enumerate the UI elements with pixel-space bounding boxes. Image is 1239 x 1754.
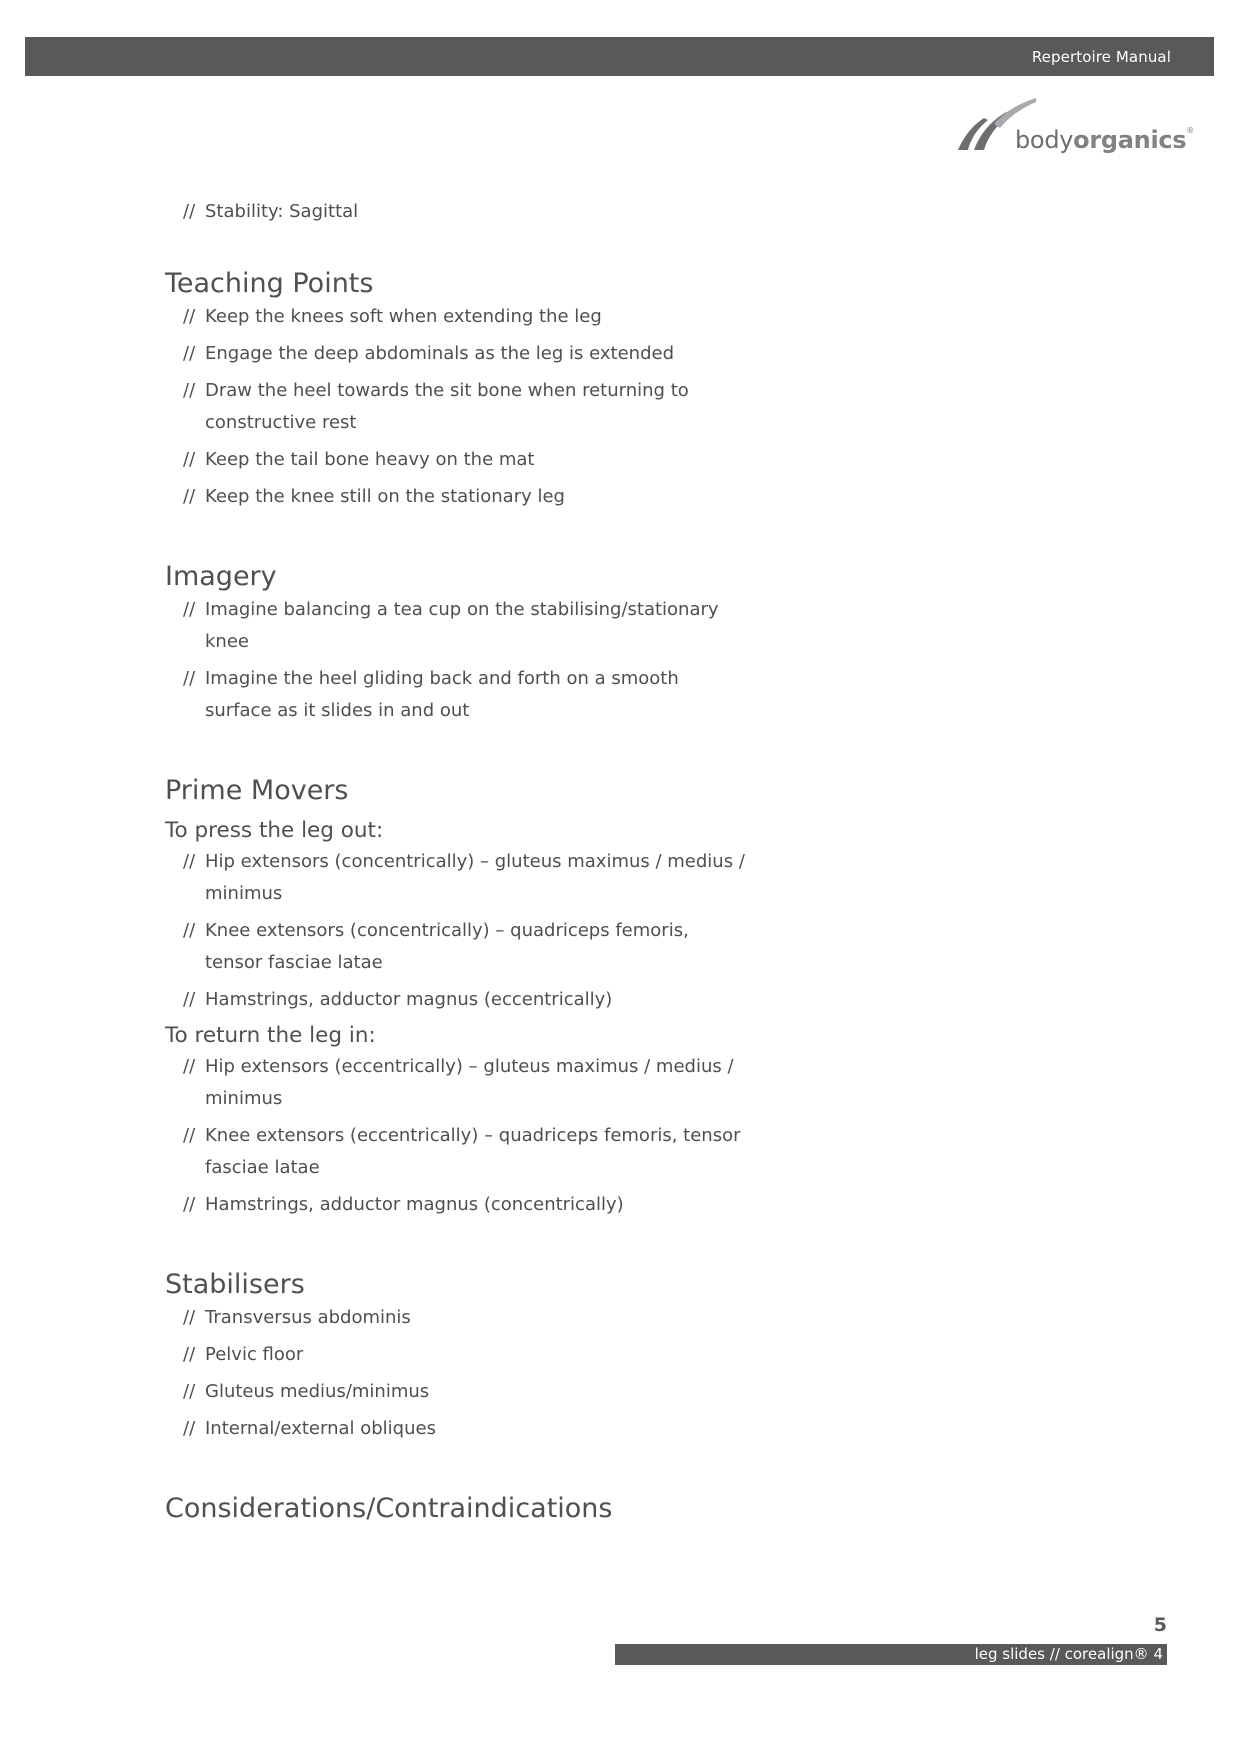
footer-text: leg slides // corealign® 4 xyxy=(974,1645,1163,1663)
list-item: // Stability: Sagittal xyxy=(165,196,745,228)
list-item: // Knee extensors (eccentrically) – quadriceps femoris, tensor fasciae latae xyxy=(165,1120,745,1184)
subsection-title: To press the leg out: xyxy=(165,818,384,843)
intro-list xyxy=(165,196,745,228)
section-title: Stabilisers xyxy=(165,1269,305,1300)
section-title: Imagery xyxy=(165,561,277,592)
header-title: Repertoire Manual xyxy=(1031,48,1171,66)
section-title: Prime Movers xyxy=(165,775,349,806)
list-item: // Engage the deep abdominals as the leg is extended xyxy=(165,338,745,370)
list-item: // Gluteus medius/minimus xyxy=(165,1376,745,1408)
list-item: // Internal/external obliques xyxy=(165,1413,745,1445)
body-organics-logo xyxy=(958,98,1194,158)
press-out-list xyxy=(165,846,745,1016)
page-number: 5 xyxy=(1153,1614,1167,1636)
main-content xyxy=(165,196,745,1526)
section-title: Considerations/Contraindications xyxy=(165,1493,613,1524)
list-item: // Pelvic floor xyxy=(165,1339,745,1371)
teaching-points-list xyxy=(165,301,745,513)
list-item: // Keep the knees soft when extending the leg xyxy=(165,301,745,333)
header-bar xyxy=(25,37,1214,76)
list-item: // Transversus abdominis xyxy=(165,1302,745,1334)
stabilisers-list xyxy=(165,1302,745,1445)
imagery-list xyxy=(165,594,745,727)
list-item: // Draw the heel towards the sit bone when returning to constructive rest xyxy=(165,375,745,439)
footer-bar xyxy=(615,1644,1167,1665)
section-prime-movers xyxy=(165,774,745,1221)
list-item: // Keep the tail bone heavy on the mat xyxy=(165,444,745,476)
list-item: // Imagine balancing a tea cup on the stabilising/stationary knee xyxy=(165,594,745,658)
subsection-title: To return the leg in: xyxy=(165,1023,376,1048)
list-item: // Knee extensors (concentrically) – quadriceps femoris, tensor fasciae latae xyxy=(165,915,745,979)
section-title: Teaching Points xyxy=(165,268,374,299)
list-item: // Hip extensors (eccentrically) – gluteus maximus / medius / minimus xyxy=(165,1051,745,1115)
list-item: // Keep the knee still on the stationary leg xyxy=(165,481,745,513)
section-teaching-points xyxy=(165,267,745,513)
list-item: // Imagine the heel gliding back and forth on a smooth surface as it slides in and out xyxy=(165,663,745,727)
return-in-list xyxy=(165,1051,745,1221)
logo-wordmark: bodyorganics® xyxy=(1015,126,1194,154)
section-considerations xyxy=(165,1492,745,1526)
list-item: // Hamstrings, adductor magnus (concentrically) xyxy=(165,1189,745,1221)
section-stabilisers xyxy=(165,1268,745,1445)
section-imagery xyxy=(165,560,745,727)
list-item: // Hip extensors (concentrically) – gluteus maximus / medius / minimus xyxy=(165,846,745,910)
list-item: // Hamstrings, adductor magnus (eccentrically) xyxy=(165,984,745,1016)
